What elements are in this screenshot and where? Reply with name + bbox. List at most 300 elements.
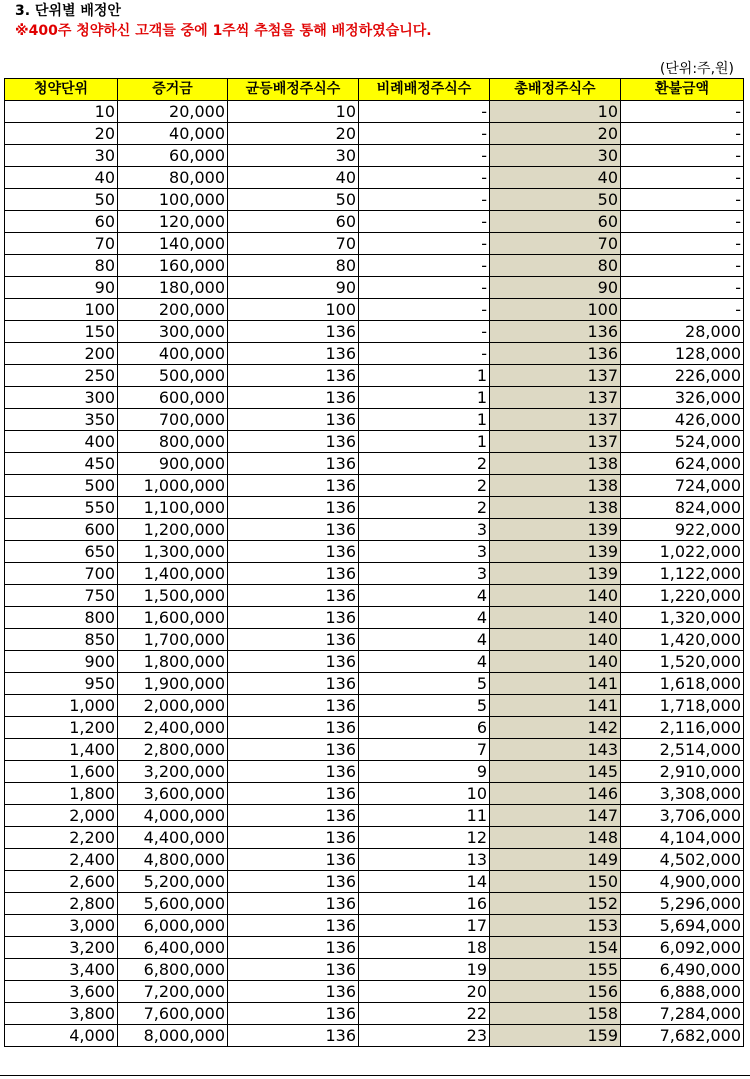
- cell-proportional-allocation: 3: [359, 519, 490, 541]
- cell-subscription-unit: 2,200: [5, 827, 118, 849]
- cell-total-allocation: 146: [490, 783, 621, 805]
- cell-deposit: 1,600,000: [118, 607, 228, 629]
- cell-equal-allocation: 80: [228, 255, 359, 277]
- cell-refund-amount: 922,000: [621, 519, 744, 541]
- cell-deposit: 40,000: [118, 123, 228, 145]
- cell-subscription-unit: 900: [5, 651, 118, 673]
- cell-refund-amount: 1,220,000: [621, 585, 744, 607]
- cell-proportional-allocation: -: [359, 255, 490, 277]
- cell-total-allocation: 159: [490, 1025, 621, 1047]
- header-deposit: 증거금: [118, 79, 228, 101]
- cell-deposit: 800,000: [118, 431, 228, 453]
- cell-subscription-unit: 650: [5, 541, 118, 563]
- cell-refund-amount: 624,000: [621, 453, 744, 475]
- cell-subscription-unit: 200: [5, 343, 118, 365]
- cell-deposit: 2,400,000: [118, 717, 228, 739]
- cell-deposit: 1,300,000: [118, 541, 228, 563]
- table-row: [5, 607, 744, 629]
- cell-refund-amount: 2,116,000: [621, 717, 744, 739]
- cell-deposit: 6,000,000: [118, 915, 228, 937]
- table-row: [5, 321, 744, 343]
- cell-subscription-unit: 800: [5, 607, 118, 629]
- table-row: [5, 365, 744, 387]
- cell-deposit: 500,000: [118, 365, 228, 387]
- cell-refund-amount: -: [621, 123, 744, 145]
- table-row: [5, 409, 744, 431]
- cell-equal-allocation: 136: [228, 343, 359, 365]
- cell-deposit: 4,000,000: [118, 805, 228, 827]
- cell-total-allocation: 90: [490, 277, 621, 299]
- cell-refund-amount: 6,490,000: [621, 959, 744, 981]
- cell-refund-amount: 524,000: [621, 431, 744, 453]
- table-row: [5, 849, 744, 871]
- table-row: [5, 145, 744, 167]
- cell-proportional-allocation: -: [359, 321, 490, 343]
- cell-total-allocation: 142: [490, 717, 621, 739]
- table-row: [5, 101, 744, 123]
- cell-refund-amount: 824,000: [621, 497, 744, 519]
- table-row: [5, 541, 744, 563]
- cell-deposit: 1,800,000: [118, 651, 228, 673]
- cell-refund-amount: 4,502,000: [621, 849, 744, 871]
- cell-deposit: 2,800,000: [118, 739, 228, 761]
- table-row: [5, 805, 744, 827]
- cell-proportional-allocation: 1: [359, 409, 490, 431]
- cell-equal-allocation: 136: [228, 365, 359, 387]
- table-row: [5, 299, 744, 321]
- cell-proportional-allocation: 2: [359, 475, 490, 497]
- table-row: [5, 211, 744, 233]
- cell-proportional-allocation: 16: [359, 893, 490, 915]
- cell-proportional-allocation: 4: [359, 629, 490, 651]
- table-row: [5, 519, 744, 541]
- cell-total-allocation: 140: [490, 629, 621, 651]
- cell-total-allocation: 148: [490, 827, 621, 849]
- cell-equal-allocation: 30: [228, 145, 359, 167]
- cell-refund-amount: 426,000: [621, 409, 744, 431]
- cell-deposit: 2,000,000: [118, 695, 228, 717]
- cell-equal-allocation: 20: [228, 123, 359, 145]
- cell-refund-amount: 128,000: [621, 343, 744, 365]
- table-row: [5, 629, 744, 651]
- table-row: [5, 673, 744, 695]
- cell-deposit: 200,000: [118, 299, 228, 321]
- cell-deposit: 7,600,000: [118, 1003, 228, 1025]
- cell-proportional-allocation: 5: [359, 673, 490, 695]
- cell-total-allocation: 139: [490, 563, 621, 585]
- cell-deposit: 1,400,000: [118, 563, 228, 585]
- cell-deposit: 5,600,000: [118, 893, 228, 915]
- cell-equal-allocation: 136: [228, 827, 359, 849]
- cell-subscription-unit: 2,600: [5, 871, 118, 893]
- cell-proportional-allocation: -: [359, 299, 490, 321]
- cell-deposit: 1,000,000: [118, 475, 228, 497]
- cell-subscription-unit: 1,400: [5, 739, 118, 761]
- cell-refund-amount: 326,000: [621, 387, 744, 409]
- cell-proportional-allocation: 2: [359, 497, 490, 519]
- table-row: [5, 695, 744, 717]
- cell-total-allocation: 80: [490, 255, 621, 277]
- cell-subscription-unit: 500: [5, 475, 118, 497]
- table-row: [5, 343, 744, 365]
- notice-text: ※400주 청약하신 고객들 중에 1주씩 추첨을 통해 배정하였습니다.: [15, 23, 432, 39]
- cell-subscription-unit: 100: [5, 299, 118, 321]
- cell-refund-amount: 5,296,000: [621, 893, 744, 915]
- cell-equal-allocation: 40: [228, 167, 359, 189]
- bottom-divider: [0, 1075, 750, 1076]
- table-row: [5, 739, 744, 761]
- cell-subscription-unit: 850: [5, 629, 118, 651]
- cell-total-allocation: 136: [490, 343, 621, 365]
- cell-total-allocation: 20: [490, 123, 621, 145]
- table-header-row: [5, 79, 744, 101]
- cell-equal-allocation: 136: [228, 431, 359, 453]
- table-row: [5, 431, 744, 453]
- table-row: [5, 585, 744, 607]
- cell-deposit: 160,000: [118, 255, 228, 277]
- allocation-table: [4, 78, 744, 1047]
- cell-total-allocation: 158: [490, 1003, 621, 1025]
- cell-refund-amount: 7,284,000: [621, 1003, 744, 1025]
- cell-subscription-unit: 30: [5, 145, 118, 167]
- cell-subscription-unit: 4,000: [5, 1025, 118, 1047]
- cell-equal-allocation: 50: [228, 189, 359, 211]
- cell-refund-amount: 1,122,000: [621, 563, 744, 585]
- cell-total-allocation: 147: [490, 805, 621, 827]
- cell-total-allocation: 30: [490, 145, 621, 167]
- table-row: [5, 453, 744, 475]
- cell-refund-amount: 4,104,000: [621, 827, 744, 849]
- table-row: [5, 959, 744, 981]
- cell-subscription-unit: 1,600: [5, 761, 118, 783]
- cell-deposit: 5,200,000: [118, 871, 228, 893]
- cell-total-allocation: 50: [490, 189, 621, 211]
- cell-subscription-unit: 450: [5, 453, 118, 475]
- cell-proportional-allocation: 1: [359, 431, 490, 453]
- table-row: [5, 167, 744, 189]
- cell-subscription-unit: 3,400: [5, 959, 118, 981]
- cell-deposit: 700,000: [118, 409, 228, 431]
- cell-refund-amount: 7,682,000: [621, 1025, 744, 1047]
- table-row: [5, 1003, 744, 1025]
- cell-subscription-unit: 150: [5, 321, 118, 343]
- cell-equal-allocation: 136: [228, 695, 359, 717]
- header-total-allocation: 총배정주식수: [490, 79, 621, 101]
- cell-proportional-allocation: -: [359, 211, 490, 233]
- table-row: [5, 123, 744, 145]
- cell-equal-allocation: 136: [228, 453, 359, 475]
- cell-proportional-allocation: 18: [359, 937, 490, 959]
- cell-refund-amount: 4,900,000: [621, 871, 744, 893]
- cell-deposit: 80,000: [118, 167, 228, 189]
- table-row: [5, 827, 744, 849]
- table-row: [5, 937, 744, 959]
- cell-equal-allocation: 10: [228, 101, 359, 123]
- cell-proportional-allocation: 13: [359, 849, 490, 871]
- cell-proportional-allocation: 4: [359, 651, 490, 673]
- cell-proportional-allocation: 17: [359, 915, 490, 937]
- cell-total-allocation: 153: [490, 915, 621, 937]
- cell-deposit: 400,000: [118, 343, 228, 365]
- cell-subscription-unit: 1,800: [5, 783, 118, 805]
- cell-equal-allocation: 136: [228, 717, 359, 739]
- cell-equal-allocation: 136: [228, 937, 359, 959]
- table-row: [5, 915, 744, 937]
- cell-proportional-allocation: -: [359, 343, 490, 365]
- cell-proportional-allocation: 3: [359, 541, 490, 563]
- cell-equal-allocation: 136: [228, 959, 359, 981]
- cell-subscription-unit: 3,600: [5, 981, 118, 1003]
- cell-deposit: 900,000: [118, 453, 228, 475]
- cell-proportional-allocation: -: [359, 145, 490, 167]
- header-subscription-unit: 청약단위: [5, 79, 118, 101]
- cell-proportional-allocation: -: [359, 123, 490, 145]
- cell-refund-amount: -: [621, 167, 744, 189]
- cell-deposit: 7,200,000: [118, 981, 228, 1003]
- cell-proportional-allocation: 22: [359, 1003, 490, 1025]
- cell-equal-allocation: 136: [228, 849, 359, 871]
- cell-refund-amount: -: [621, 255, 744, 277]
- cell-total-allocation: 143: [490, 739, 621, 761]
- cell-proportional-allocation: 12: [359, 827, 490, 849]
- cell-proportional-allocation: 1: [359, 387, 490, 409]
- cell-refund-amount: 5,694,000: [621, 915, 744, 937]
- cell-deposit: 4,400,000: [118, 827, 228, 849]
- cell-refund-amount: 1,022,000: [621, 541, 744, 563]
- cell-total-allocation: 100: [490, 299, 621, 321]
- cell-total-allocation: 140: [490, 585, 621, 607]
- header-proportional-allocation: 비례배정주식수: [359, 79, 490, 101]
- cell-total-allocation: 138: [490, 475, 621, 497]
- cell-subscription-unit: 550: [5, 497, 118, 519]
- cell-refund-amount: 6,092,000: [621, 937, 744, 959]
- cell-total-allocation: 154: [490, 937, 621, 959]
- cell-equal-allocation: 60: [228, 211, 359, 233]
- cell-refund-amount: 724,000: [621, 475, 744, 497]
- cell-equal-allocation: 136: [228, 541, 359, 563]
- cell-equal-allocation: 136: [228, 893, 359, 915]
- cell-refund-amount: 1,520,000: [621, 651, 744, 673]
- cell-subscription-unit: 300: [5, 387, 118, 409]
- cell-total-allocation: 140: [490, 607, 621, 629]
- cell-deposit: 100,000: [118, 189, 228, 211]
- cell-subscription-unit: 70: [5, 233, 118, 255]
- cell-subscription-unit: 950: [5, 673, 118, 695]
- header-refund-amount: 환불금액: [621, 79, 744, 101]
- cell-proportional-allocation: -: [359, 233, 490, 255]
- cell-equal-allocation: 136: [228, 673, 359, 695]
- cell-total-allocation: 149: [490, 849, 621, 871]
- cell-refund-amount: -: [621, 299, 744, 321]
- cell-total-allocation: 138: [490, 453, 621, 475]
- cell-deposit: 20,000: [118, 101, 228, 123]
- cell-subscription-unit: 600: [5, 519, 118, 541]
- cell-proportional-allocation: 1: [359, 365, 490, 387]
- cell-refund-amount: -: [621, 189, 744, 211]
- cell-proportional-allocation: 4: [359, 607, 490, 629]
- cell-proportional-allocation: 11: [359, 805, 490, 827]
- cell-total-allocation: 141: [490, 673, 621, 695]
- cell-deposit: 60,000: [118, 145, 228, 167]
- cell-deposit: 300,000: [118, 321, 228, 343]
- cell-subscription-unit: 700: [5, 563, 118, 585]
- cell-deposit: 6,400,000: [118, 937, 228, 959]
- table-row: [5, 761, 744, 783]
- cell-refund-amount: 3,706,000: [621, 805, 744, 827]
- cell-equal-allocation: 136: [228, 629, 359, 651]
- cell-subscription-unit: 3,000: [5, 915, 118, 937]
- cell-proportional-allocation: 3: [359, 563, 490, 585]
- cell-subscription-unit: 2,800: [5, 893, 118, 915]
- cell-proportional-allocation: 7: [359, 739, 490, 761]
- cell-proportional-allocation: 14: [359, 871, 490, 893]
- cell-total-allocation: 139: [490, 519, 621, 541]
- cell-subscription-unit: 40: [5, 167, 118, 189]
- cell-subscription-unit: 2,000: [5, 805, 118, 827]
- cell-proportional-allocation: 19: [359, 959, 490, 981]
- table-row: [5, 497, 744, 519]
- cell-deposit: 180,000: [118, 277, 228, 299]
- cell-total-allocation: 138: [490, 497, 621, 519]
- cell-total-allocation: 155: [490, 959, 621, 981]
- cell-deposit: 1,200,000: [118, 519, 228, 541]
- cell-deposit: 1,700,000: [118, 629, 228, 651]
- cell-deposit: 1,900,000: [118, 673, 228, 695]
- cell-total-allocation: 139: [490, 541, 621, 563]
- cell-total-allocation: 145: [490, 761, 621, 783]
- table-row: [5, 387, 744, 409]
- cell-deposit: 140,000: [118, 233, 228, 255]
- cell-proportional-allocation: 2: [359, 453, 490, 475]
- cell-total-allocation: 156: [490, 981, 621, 1003]
- cell-refund-amount: -: [621, 277, 744, 299]
- cell-proportional-allocation: 9: [359, 761, 490, 783]
- cell-equal-allocation: 136: [228, 1025, 359, 1047]
- cell-proportional-allocation: 4: [359, 585, 490, 607]
- cell-equal-allocation: 90: [228, 277, 359, 299]
- cell-total-allocation: 141: [490, 695, 621, 717]
- cell-equal-allocation: 136: [228, 915, 359, 937]
- cell-total-allocation: 137: [490, 387, 621, 409]
- table-row: [5, 651, 744, 673]
- cell-refund-amount: -: [621, 233, 744, 255]
- cell-subscription-unit: 2,400: [5, 849, 118, 871]
- cell-proportional-allocation: 6: [359, 717, 490, 739]
- cell-proportional-allocation: -: [359, 101, 490, 123]
- table-row: [5, 233, 744, 255]
- table-row: [5, 1025, 744, 1047]
- cell-proportional-allocation: -: [359, 277, 490, 299]
- cell-refund-amount: -: [621, 101, 744, 123]
- cell-equal-allocation: 136: [228, 783, 359, 805]
- cell-deposit: 1,100,000: [118, 497, 228, 519]
- cell-subscription-unit: 10: [5, 101, 118, 123]
- cell-refund-amount: -: [621, 145, 744, 167]
- cell-total-allocation: 60: [490, 211, 621, 233]
- cell-equal-allocation: 136: [228, 563, 359, 585]
- cell-refund-amount: 3,308,000: [621, 783, 744, 805]
- cell-subscription-unit: 1,200: [5, 717, 118, 739]
- cell-refund-amount: 1,718,000: [621, 695, 744, 717]
- cell-subscription-unit: 60: [5, 211, 118, 233]
- cell-equal-allocation: 136: [228, 497, 359, 519]
- cell-total-allocation: 137: [490, 431, 621, 453]
- cell-deposit: 1,500,000: [118, 585, 228, 607]
- cell-refund-amount: 226,000: [621, 365, 744, 387]
- cell-subscription-unit: 3,800: [5, 1003, 118, 1025]
- cell-subscription-unit: 750: [5, 585, 118, 607]
- cell-equal-allocation: 136: [228, 1003, 359, 1025]
- cell-refund-amount: -: [621, 211, 744, 233]
- cell-proportional-allocation: 10: [359, 783, 490, 805]
- cell-equal-allocation: 136: [228, 607, 359, 629]
- cell-total-allocation: 140: [490, 651, 621, 673]
- cell-subscription-unit: 350: [5, 409, 118, 431]
- cell-subscription-unit: 80: [5, 255, 118, 277]
- page-title: 3. 단위별 배정안: [15, 3, 121, 19]
- cell-subscription-unit: 400: [5, 431, 118, 453]
- cell-total-allocation: 152: [490, 893, 621, 915]
- cell-equal-allocation: 136: [228, 651, 359, 673]
- table-row: [5, 475, 744, 497]
- cell-deposit: 600,000: [118, 387, 228, 409]
- cell-deposit: 3,200,000: [118, 761, 228, 783]
- cell-equal-allocation: 136: [228, 805, 359, 827]
- cell-equal-allocation: 136: [228, 409, 359, 431]
- cell-total-allocation: 150: [490, 871, 621, 893]
- cell-refund-amount: 2,910,000: [621, 761, 744, 783]
- cell-subscription-unit: 20: [5, 123, 118, 145]
- cell-subscription-unit: 50: [5, 189, 118, 211]
- cell-equal-allocation: 136: [228, 739, 359, 761]
- cell-deposit: 120,000: [118, 211, 228, 233]
- cell-proportional-allocation: -: [359, 167, 490, 189]
- table-row: [5, 981, 744, 1003]
- cell-refund-amount: 2,514,000: [621, 739, 744, 761]
- cell-equal-allocation: 100: [228, 299, 359, 321]
- cell-equal-allocation: 136: [228, 871, 359, 893]
- cell-subscription-unit: 1,000: [5, 695, 118, 717]
- table-row: [5, 563, 744, 585]
- cell-total-allocation: 40: [490, 167, 621, 189]
- table-row: [5, 783, 744, 805]
- cell-total-allocation: 136: [490, 321, 621, 343]
- cell-equal-allocation: 136: [228, 519, 359, 541]
- cell-equal-allocation: 70: [228, 233, 359, 255]
- cell-equal-allocation: 136: [228, 761, 359, 783]
- cell-subscription-unit: 90: [5, 277, 118, 299]
- cell-subscription-unit: 3,200: [5, 937, 118, 959]
- cell-proportional-allocation: 20: [359, 981, 490, 1003]
- table-row: [5, 871, 744, 893]
- cell-total-allocation: 10: [490, 101, 621, 123]
- cell-refund-amount: 1,420,000: [621, 629, 744, 651]
- cell-deposit: 4,800,000: [118, 849, 228, 871]
- table-row: [5, 255, 744, 277]
- table-row: [5, 893, 744, 915]
- cell-proportional-allocation: 5: [359, 695, 490, 717]
- cell-equal-allocation: 136: [228, 321, 359, 343]
- cell-equal-allocation: 136: [228, 585, 359, 607]
- header-equal-allocation: 균등배정주식수: [228, 79, 359, 101]
- cell-equal-allocation: 136: [228, 981, 359, 1003]
- cell-deposit: 6,800,000: [118, 959, 228, 981]
- cell-refund-amount: 1,618,000: [621, 673, 744, 695]
- table-row: [5, 277, 744, 299]
- cell-deposit: 8,000,000: [118, 1025, 228, 1047]
- cell-equal-allocation: 136: [228, 475, 359, 497]
- unit-label: (단위:주,원): [659, 61, 734, 77]
